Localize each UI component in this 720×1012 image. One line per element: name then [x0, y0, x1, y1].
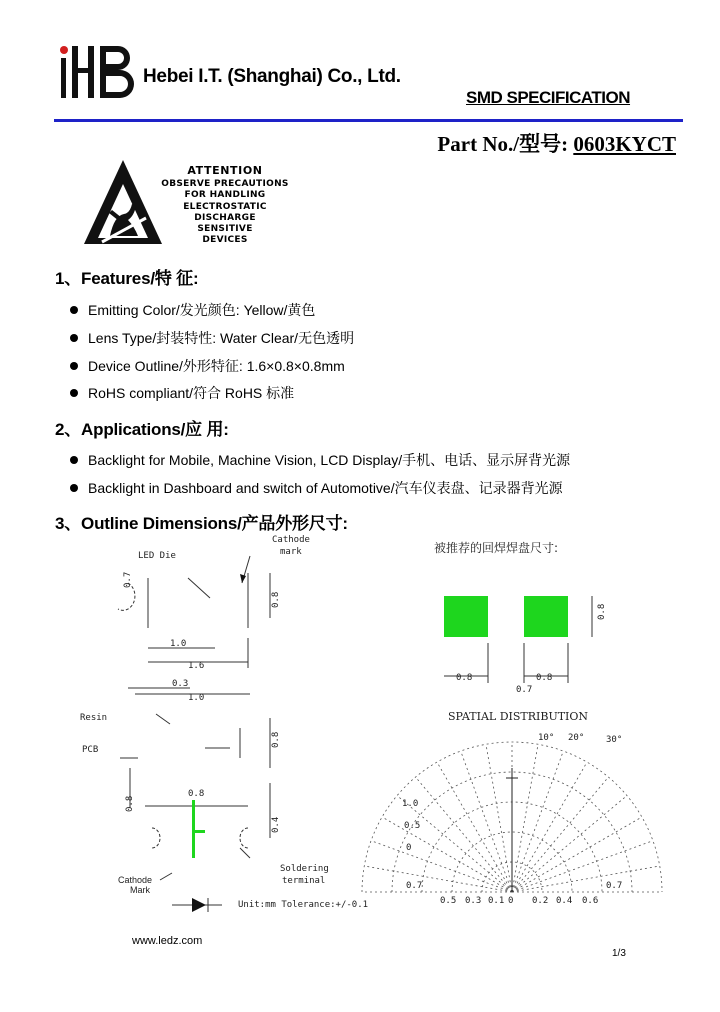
dim-label: 0.8 [125, 795, 135, 812]
cathode-mark-line [192, 800, 195, 858]
dim-label: 1.0 [188, 693, 205, 703]
terminal-label: terminal [282, 876, 326, 886]
part-label: Part No./型号: [437, 132, 569, 156]
led-die-label: LED Die [138, 551, 176, 561]
application-item [70, 478, 563, 498]
mark-bottom-label: Mark [130, 885, 150, 895]
dim-label: 1.6 [188, 661, 205, 671]
tolerance-label: Unit:mm Tolerance:+/-0.1 [238, 900, 369, 910]
esd-line: ELECTROSTATIC [183, 201, 267, 212]
dim-label: 0.8 [271, 731, 281, 748]
esd-title: ATTENTION [187, 164, 263, 177]
outline-drawing [60, 528, 710, 928]
esd-line: FOR HANDLING [184, 190, 266, 201]
dim-label: 0.7 [123, 571, 133, 588]
cathode-top-label: Cathode [272, 535, 310, 545]
bullet-icon [70, 334, 78, 342]
dim-label: 0.4 [271, 816, 281, 833]
esd-line: DISCHARGE [194, 212, 256, 223]
feature-text: Device Outline/外形特征: 1.6×0.8×0.8mm [88, 358, 345, 374]
pad-dim-label: 0.8 [536, 673, 553, 683]
dim-label: 1.0 [170, 639, 187, 649]
part-number: 0603KYCT [573, 132, 676, 156]
dim-label: 0.8 [271, 591, 281, 608]
bullet-icon [70, 389, 78, 397]
feature-item [70, 300, 315, 320]
company-name: Hebei I.T. (Shanghai) Co., Ltd. [143, 66, 401, 87]
application-text: Backlight for Mobile, Machine Vision, LCD Display/手机、电话、显示屏背光源 [88, 452, 571, 468]
features-heading: 1、Features/特 征: [55, 269, 199, 288]
feature-text: Emitting Color/发光颜色: Yellow/黄色 [88, 302, 316, 318]
pad-dim-label: 0.8 [456, 673, 473, 683]
part-number-line [437, 128, 676, 158]
polar-spoke [512, 841, 653, 892]
bullet-icon [70, 484, 78, 492]
bullet-icon [70, 306, 78, 314]
feature-item [70, 328, 354, 348]
footer-url[interactable]: www.ledz.com [132, 935, 203, 947]
pad-dim-label: 0.8 [597, 603, 607, 620]
dim-label: 0.3 [172, 679, 189, 689]
application-item [70, 450, 570, 470]
angle-label: 20° [568, 733, 585, 743]
mark-top-label: mark [280, 547, 302, 557]
radius-label: 0.7 [406, 881, 423, 891]
pcb-label: PCB [82, 745, 99, 755]
axis-label: 0.3 [465, 896, 482, 906]
resin-label: Resin [80, 713, 108, 723]
axis-label: 0.6 [582, 896, 599, 906]
solder-pad-right [524, 596, 568, 637]
axis-label: 0.1 [488, 896, 505, 906]
esd-attention-text [150, 165, 300, 246]
page-number: 1/3 [612, 948, 626, 959]
axis-label: 0.2 [532, 896, 549, 906]
radius-label: 1.0 [402, 799, 419, 809]
diode-symbol-icon [192, 898, 206, 912]
radius-label: 0.5 [404, 821, 421, 831]
cathode-bottom-label: Cathode [118, 875, 153, 885]
axis-label: 0 [508, 896, 514, 906]
bullet-icon [70, 456, 78, 464]
document-type: SMD SPECIFICATION [466, 88, 631, 107]
applications-heading: 2、Applications/应 用: [55, 420, 229, 439]
polar-spoke [371, 841, 512, 892]
application-text: Backlight in Dashboard and switch of Automotive/汽车仪表盘、记录器背光源 [88, 480, 563, 496]
axis-label: 0.5 [440, 896, 457, 906]
spatial-title: SPATIAL DISTRIBUTION [448, 710, 589, 723]
header-divider [54, 119, 683, 122]
esd-line: SENSITIVE [197, 224, 253, 235]
outline-heading: 3、Outline Dimensions/产品外形尺寸: [55, 514, 348, 533]
radius-label: 0.7 [606, 881, 623, 891]
esd-line: DEVICES [202, 235, 248, 246]
logo-red-dot [60, 46, 68, 54]
bullet-icon [70, 362, 78, 370]
company-logo [58, 44, 136, 100]
soldering-label: Soldering [280, 864, 329, 874]
pad-title: 被推荐的回焊焊盘尺寸: [434, 541, 559, 555]
solder-pad-left [444, 596, 488, 637]
angle-label: 10° [538, 733, 555, 743]
radius-label: 0 [406, 843, 412, 853]
axis-label: 0.4 [556, 896, 573, 906]
feature-text: RoHS compliant/符合 RoHS 标准 [88, 385, 295, 401]
esd-line: OBSERVE PRECAUTIONS [161, 179, 289, 190]
dim-label: 0.8 [188, 789, 205, 799]
feature-item [70, 356, 345, 376]
angle-label: 30° [606, 735, 623, 745]
feature-text: Lens Type/封装特性: Water Clear/无色透明 [88, 330, 355, 346]
pad-dim-label: 0.7 [516, 685, 533, 695]
feature-item [70, 383, 294, 403]
